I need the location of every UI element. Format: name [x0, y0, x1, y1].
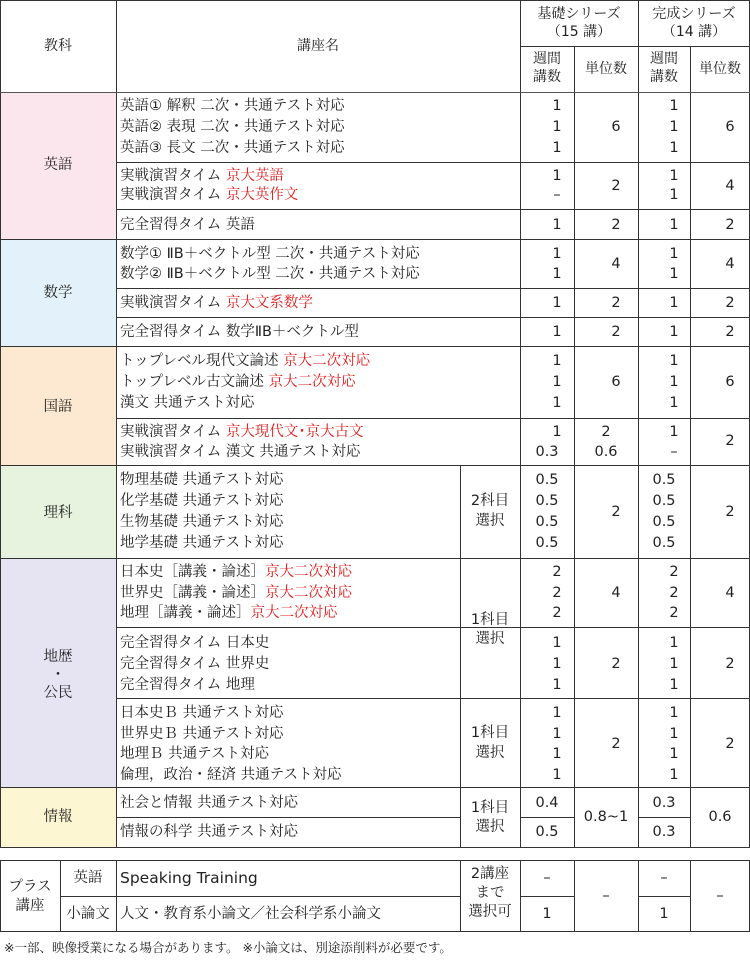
value-cell: 1 — [552, 246, 562, 262]
course-gh2: 世界史［講義・論述］京大二次対応 — [120, 585, 352, 601]
value-cell: 1 — [552, 374, 562, 390]
course-sc4: 地学基礎 共通テスト対応 — [120, 535, 284, 551]
value-cell: 0.3 — [535, 444, 559, 460]
course-sc3: 生物基礎 共通テスト対応 — [120, 514, 284, 530]
value-cell: 1 — [552, 726, 562, 742]
value-cell: 0.5 — [652, 472, 676, 488]
value-cell: 1 — [669, 705, 679, 721]
value-cell: 1 — [552, 217, 562, 233]
value-cell: 1 — [552, 395, 562, 411]
course-gm1: 完全習得タイム 日本史 — [120, 635, 270, 651]
course-gm2: 完全習得タイム 世界史 — [120, 656, 270, 672]
science-select-2: 選択 — [475, 513, 505, 529]
course-en-prac-b: 実戦演習タイム 京大英作文 — [120, 187, 299, 203]
geo-select-a-2: 選択 — [475, 631, 505, 647]
value-cell: – — [670, 444, 678, 460]
grid-line — [116, 209, 750, 210]
grid-line — [116, 288, 750, 289]
grid-line — [0, 465, 750, 466]
info-select-2: 選択 — [475, 819, 505, 835]
value-cell: 1 — [552, 266, 562, 282]
plus-essay-label: 小論文 — [66, 906, 110, 922]
plus-select-2: まで — [475, 885, 505, 901]
value-cell: 1 — [669, 374, 679, 390]
grid-line — [60, 896, 460, 897]
course-ma-prac: 実戦演習タイム 京大文系数学 — [120, 295, 313, 311]
value-cell: – — [553, 187, 561, 203]
value-cell: 0.6 — [708, 809, 732, 825]
value-cell: 1 — [669, 266, 679, 282]
value-cell: 2 — [669, 605, 679, 621]
value-cell: 4 — [611, 256, 621, 272]
footnote: ※一部、映像授業になる場合があります。 ※小論文は、別途添削料が必要です。 — [4, 940, 452, 955]
value-cell: 1 — [669, 98, 679, 114]
science-select-1: 2科目 — [470, 493, 510, 509]
course-sc1: 物理基礎 共通テスト対応 — [120, 472, 284, 488]
value-cell: 0.5 — [535, 535, 559, 551]
geo-select-b-1: 1科目 — [470, 725, 510, 741]
course-gb3: 地理Ｂ 共通テスト対応 — [120, 746, 270, 762]
course-en2: 英語② 表現 二次・共通テスト対応 — [120, 119, 345, 135]
value-cell: 2 — [611, 736, 621, 752]
value-cell: – — [716, 888, 724, 904]
grid-line — [520, 817, 574, 818]
subject-geo-1: 地歴 — [43, 649, 73, 665]
subject-science: 理科 — [43, 505, 73, 521]
value-cell: 2 — [552, 605, 562, 621]
header-complete-count: （14 講） — [661, 24, 727, 40]
value-cell: 1 — [669, 746, 679, 762]
value-cell: 1 — [669, 424, 679, 440]
plus-label-1: プラス — [8, 879, 52, 895]
value-cell: 2 — [611, 324, 621, 340]
value-cell: 0.5 — [652, 514, 676, 530]
value-cell: 1 — [669, 656, 679, 672]
header-complete-lectures: 講数 — [650, 69, 678, 85]
value-cell: 1 — [669, 246, 679, 262]
course-ja1: トップレベル現代文論述 京大二次対応 — [120, 353, 371, 369]
plus-select-1: 2講座 — [470, 866, 510, 882]
value-cell: 0.3 — [652, 795, 676, 811]
value-cell: 1 — [552, 140, 562, 156]
plus-select-3: 選択可 — [468, 904, 512, 920]
header-complete-units: 単位数 — [699, 61, 741, 77]
value-cell: 6 — [725, 374, 735, 390]
value-cell: 1 — [552, 767, 562, 783]
value-cell: 1 — [669, 395, 679, 411]
value-cell: – — [602, 888, 610, 904]
course-ma2: 数学② ⅡB＋ベクトル型 二次・共通テスト対応 — [120, 266, 420, 282]
course-gb4: 倫理，政治・経済 共通テスト対応 — [120, 767, 342, 783]
value-cell: 1 — [669, 726, 679, 742]
plus-english-label: 英語 — [73, 870, 103, 886]
value-cell: 2 — [669, 564, 679, 580]
course-gb1: 日本史Ｂ 共通テスト対応 — [120, 705, 284, 721]
plus-essay-course: 人文・教育系小論文／社会科学系小論文 — [120, 906, 381, 922]
header-basic-count: （15 講） — [546, 24, 612, 40]
value-cell: 1 — [552, 746, 562, 762]
grid-line — [116, 817, 460, 818]
value-cell: 1 — [552, 635, 562, 651]
header-basic-series: 基礎シリーズ — [537, 6, 621, 22]
value-cell: 1 — [552, 98, 562, 114]
subject-english: 英語 — [43, 157, 73, 173]
plus-label-2: 講座 — [15, 898, 45, 914]
value-cell: 6 — [725, 119, 735, 135]
value-cell: 1 — [669, 187, 679, 203]
value-cell: 2 — [725, 217, 735, 233]
value-cell: 1 — [669, 677, 679, 693]
value-cell: 0.5 — [535, 824, 559, 840]
value-cell: 0.5 — [652, 493, 676, 509]
grid-line — [116, 627, 750, 628]
value-cell: 1 — [552, 677, 562, 693]
value-cell: 2 — [552, 585, 562, 601]
value-cell: 2 — [611, 217, 621, 233]
value-cell: 0.5 — [535, 493, 559, 509]
value-cell: 1 — [542, 906, 552, 922]
course-ja2: トップレベル古文論述 京大二次対応 — [120, 374, 356, 390]
value-cell: 1 — [552, 324, 562, 340]
header-subject: 教科 — [44, 38, 72, 54]
value-cell: 1 — [669, 217, 679, 233]
grid-line — [0, 787, 750, 788]
course-ma1: 数学① ⅡB＋ベクトル型 二次・共通テスト対応 — [120, 246, 420, 262]
value-cell: 0.5 — [535, 472, 559, 488]
header-basic-weekly: 週間 — [533, 51, 561, 67]
course-gm3: 完全習得タイム 地理 — [120, 677, 255, 693]
value-cell: 1 — [552, 353, 562, 369]
value-cell: 1 — [552, 119, 562, 135]
value-cell: 2 — [725, 736, 735, 752]
header-course: 講座名 — [297, 38, 339, 54]
value-cell: – — [543, 870, 551, 886]
info-select-1: 1科目 — [470, 800, 510, 816]
grid-line — [638, 817, 690, 818]
grid-line — [116, 162, 750, 163]
value-cell: 1 — [669, 767, 679, 783]
value-cell: 1 — [669, 295, 679, 311]
value-cell: 1 — [659, 906, 669, 922]
value-cell: 0.3 — [652, 824, 676, 840]
value-cell: 4 — [611, 585, 621, 601]
value-cell: 2 — [552, 564, 562, 580]
value-cell: 1 — [669, 140, 679, 156]
course-en1: 英語① 解釈 二次・共通テスト対応 — [120, 98, 345, 114]
course-in1: 社会と情報 共通テスト対応 — [120, 795, 299, 811]
course-ja3: 漢文 共通テスト対応 — [120, 395, 255, 411]
grid-line — [638, 896, 690, 897]
value-cell: 4 — [725, 178, 735, 194]
value-cell: 0.8~1 — [583, 809, 629, 825]
value-cell: 2 — [611, 504, 621, 520]
value-cell: 1 — [552, 656, 562, 672]
value-cell: 0.6 — [594, 444, 618, 460]
course-in2: 情報の科学 共通テスト対応 — [120, 824, 299, 840]
grid-line — [0, 346, 750, 347]
value-cell: 1 — [552, 424, 562, 440]
subject-geo-2: ・ — [50, 667, 66, 683]
value-cell: 1 — [669, 119, 679, 135]
value-cell: 4 — [725, 585, 735, 601]
value-cell: 6 — [611, 119, 621, 135]
value-cell: 2 — [601, 424, 611, 440]
value-cell: 2 — [611, 178, 621, 194]
course-sc2: 化学基礎 共通テスト対応 — [120, 493, 284, 509]
value-cell: 2 — [725, 433, 735, 449]
value-cell: 0.5 — [652, 535, 676, 551]
grid-line — [116, 0, 117, 848]
plus-english-course: Speaking Training — [120, 869, 258, 887]
course-ja-prac-a: 実戦演習タイム 京大現代文･京大古文 — [120, 424, 364, 440]
grid-line — [520, 896, 574, 897]
grid-line — [0, 558, 750, 559]
grid-line — [0, 239, 750, 240]
value-cell: 4 — [725, 256, 735, 272]
value-cell: 2 — [669, 585, 679, 601]
course-en-mastery: 完全習得タイム 英語 — [120, 217, 255, 233]
grid-line — [520, 46, 750, 47]
value-cell: 1 — [669, 635, 679, 651]
value-cell: 0.5 — [535, 514, 559, 530]
header-basic-units: 単位数 — [585, 61, 627, 77]
course-ma-mastery: 完全習得タイム 数学ⅡB＋ベクトル型 — [120, 324, 359, 340]
header-complete-weekly: 週間 — [650, 51, 678, 67]
course-gh1: 日本史［講義・論述］京大二次対応 — [120, 564, 352, 580]
subject-math: 数学 — [43, 285, 73, 301]
course-en3: 英語③ 長文 二次・共通テスト対応 — [120, 140, 345, 156]
subject-info: 情報 — [43, 809, 73, 825]
course-gb2: 世界史Ｂ 共通テスト対応 — [120, 726, 284, 742]
value-cell: 2 — [611, 656, 621, 672]
grid-line — [116, 418, 750, 419]
course-ja-prac-b: 実戦演習タイム 漢文 共通テスト対応 — [120, 444, 361, 460]
value-cell: 1 — [552, 705, 562, 721]
value-cell: – — [660, 870, 668, 886]
course-en-prac-a: 実戦演習タイム 京大英語 — [120, 168, 284, 184]
value-cell: 2 — [611, 295, 621, 311]
subject-japanese: 国語 — [43, 399, 73, 415]
value-cell: 2 — [725, 656, 735, 672]
grid-line — [116, 698, 750, 699]
subject-geo-3: 公民 — [43, 685, 73, 701]
value-cell: 1 — [552, 295, 562, 311]
value-cell: 1 — [669, 168, 679, 184]
header-basic-lectures: 講数 — [533, 69, 561, 85]
grid-line — [0, 92, 750, 93]
value-cell: 1 — [669, 324, 679, 340]
value-cell: 6 — [611, 374, 621, 390]
value-cell: 0.4 — [535, 795, 559, 811]
grid-line — [116, 317, 750, 318]
course-gh3: 地理［講義・論述］京大二次対応 — [120, 605, 338, 621]
value-cell: 2 — [725, 504, 735, 520]
geo-select-b-2: 選択 — [475, 745, 505, 761]
value-cell: 2 — [725, 295, 735, 311]
value-cell: 2 — [725, 324, 735, 340]
geo-select-a-1: 1科目 — [470, 612, 510, 628]
value-cell: 1 — [669, 353, 679, 369]
value-cell: 1 — [552, 168, 562, 184]
header-complete-series: 完成シリーズ — [652, 6, 736, 22]
